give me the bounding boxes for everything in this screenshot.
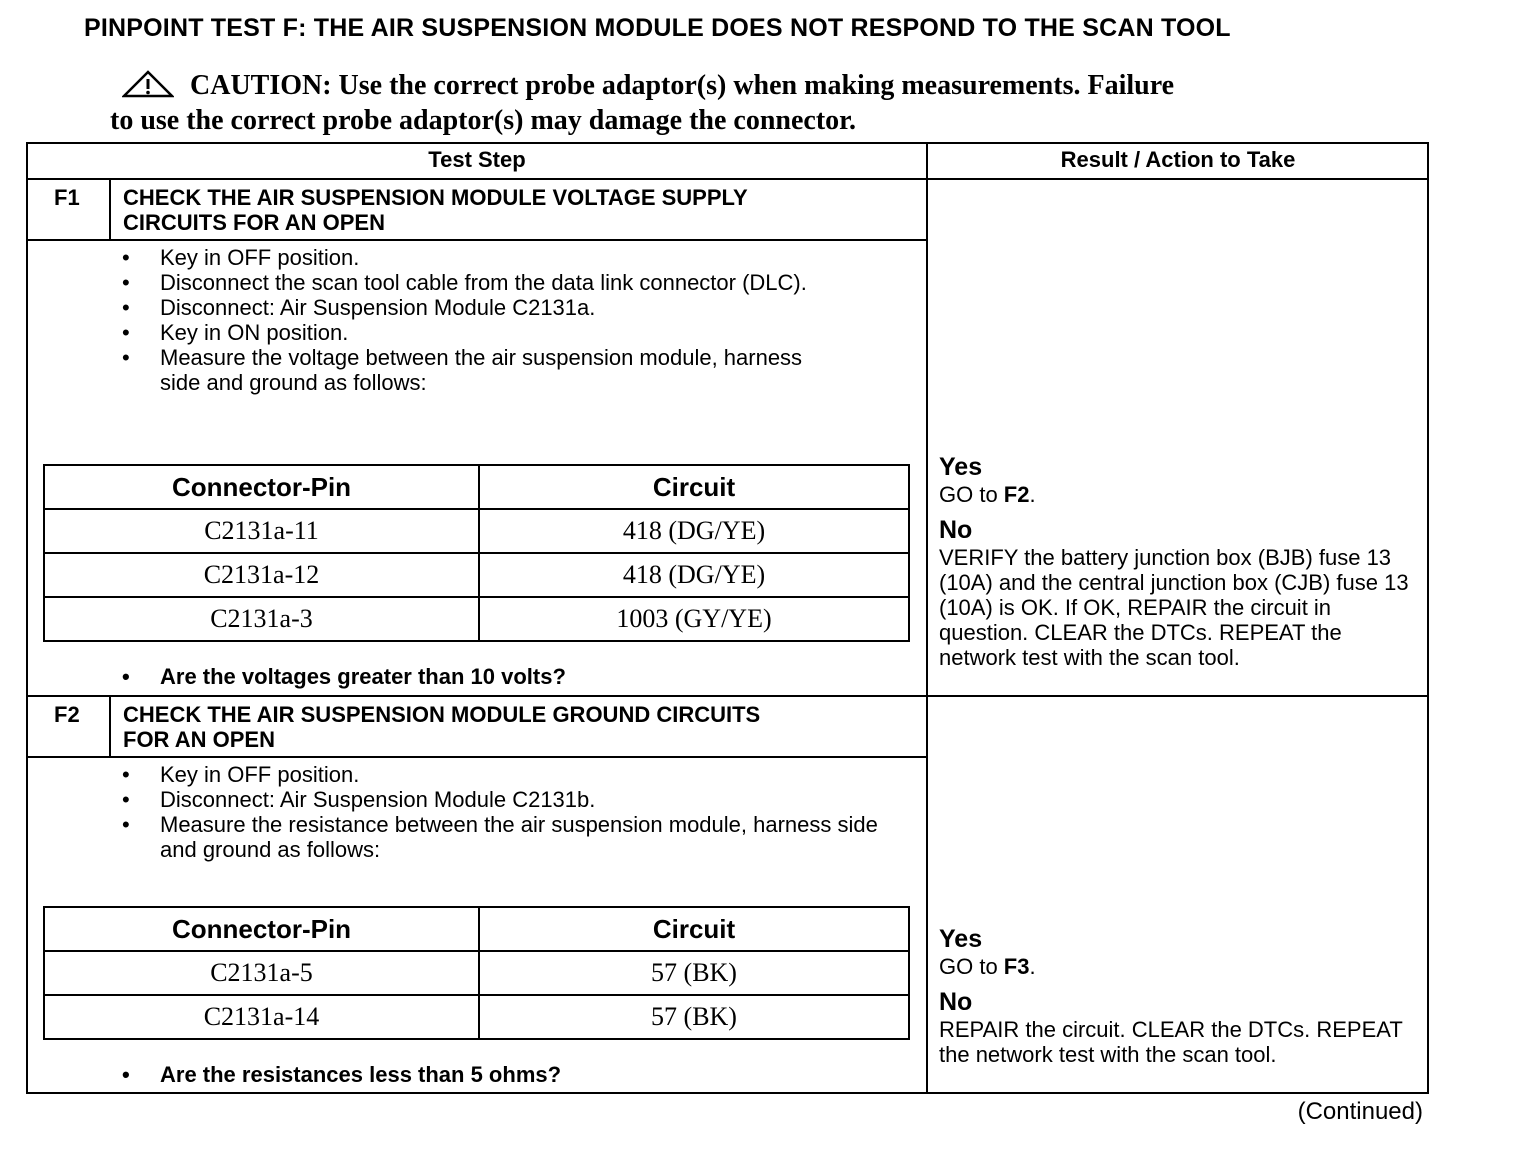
list-item: • Measure the voltage between the air suspension module, harness side and ground as follows: (120, 345, 840, 395)
table-header-row (44, 907, 909, 951)
step-f2-instructions (120, 762, 880, 862)
list-item: • Key in ON position. (120, 320, 840, 345)
result-f2 (939, 924, 1423, 1067)
caution-line-2: to use the correct probe adaptor(s) may damage the connector. (110, 105, 857, 136)
list-item: • Key in OFF position. (120, 762, 880, 787)
header-result: Result / Action to Take (1060, 147, 1296, 172)
col-header-circuit: Circuit (479, 907, 909, 951)
step-f1-question: • Are the voltages greater than 10 volts? (120, 664, 900, 689)
yes-label: Yes (939, 453, 983, 481)
table-row: C2131a-3 1003 (GY/YE) (44, 597, 909, 641)
no-label: No (939, 988, 973, 1016)
yes-action: GO to F2. (939, 482, 1036, 507)
page-title: PINPOINT TEST F: THE AIR SUSPENSION MODULE DOES NOT RESPOND TO THE SCAN TOOL (84, 14, 1231, 42)
list-item: • Measure the resistance between the air suspension module, harness side and ground as follows: (120, 812, 880, 862)
list-item: • Disconnect: Air Suspension Module C2131b. (120, 787, 880, 812)
caution-note (110, 70, 1174, 136)
table-row: C2131a-14 57 (BK) (44, 995, 909, 1039)
table-row: C2131a-5 57 (BK) (44, 951, 909, 995)
continued-note: (Continued) (1297, 1098, 1423, 1125)
connector-table-f2 (43, 906, 910, 1040)
step-title-f1: CHECK THE AIR SUSPENSION MODULE VOLTAGE SUPPLY CIRCUITS FOR AN OPEN (123, 185, 748, 235)
step-id-f2: F2 (54, 702, 80, 727)
col-header-connector-pin: Connector-Pin (44, 465, 479, 509)
list-item: • Key in OFF position. (120, 245, 840, 270)
step-f2-question: • Are the resistances less than 5 ohms? (120, 1062, 900, 1087)
table-header-row (44, 465, 909, 509)
result-f1 (939, 452, 1423, 670)
no-action: VERIFY the battery junction box (BJB) fuse 13 (10A) and the central junction box (CJB) fuse 13 (10A) is OK. If OK, REPAIR the circuit in question. CLEAR the DTCs. REPEAT the network test with the scan tool. (939, 545, 1409, 670)
list-item: • Disconnect the scan tool cable from the data link connector (DLC). (120, 270, 840, 295)
caution-line-1: CAUTION: Use the correct probe adaptor(s) when making measurements. Failure (190, 70, 1175, 101)
table-row: C2131a-11 418 (DG/YE) (44, 509, 909, 553)
header-test-step: Test Step (428, 147, 526, 172)
no-label: No (939, 516, 973, 544)
table-row: C2131a-12 418 (DG/YE) (44, 553, 909, 597)
col-header-connector-pin: Connector-Pin (44, 907, 479, 951)
step-title-f2: CHECK THE AIR SUSPENSION MODULE GROUND CIRCUITS FOR AN OPEN (123, 702, 761, 752)
no-action: REPAIR the circuit. CLEAR the DTCs. REPEAT the network test with the scan tool. (939, 1017, 1403, 1067)
step-id-f1: F1 (54, 185, 80, 210)
connector-table-f1 (43, 464, 910, 642)
col-header-circuit: Circuit (479, 465, 909, 509)
step-f1-instructions (120, 245, 840, 395)
yes-action: GO to F3. (939, 954, 1036, 979)
warning-triangle-icon (122, 70, 190, 105)
list-item: • Disconnect: Air Suspension Module C2131a. (120, 295, 840, 320)
yes-label: Yes (939, 925, 983, 953)
